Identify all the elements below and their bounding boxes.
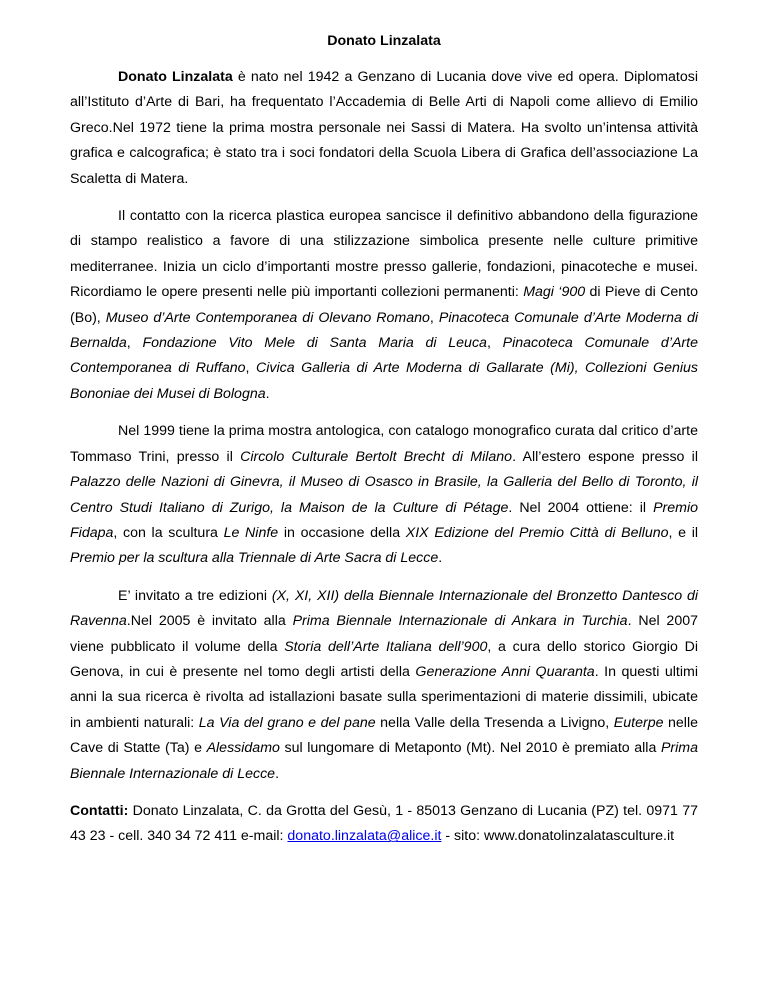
p2-run: . <box>265 385 270 402</box>
p3-run: , con la scultura <box>113 524 224 541</box>
document-title: Donato Linzalata <box>327 33 441 49</box>
p2-run: , <box>429 309 439 326</box>
p4-run: . <box>275 765 280 782</box>
paragraph-2 <box>70 204 698 407</box>
p2-run: Pinacoteca Comunale d’Arte Moderna di Bernalda <box>70 309 699 352</box>
p4-run: Prima Biennale Internazionale di Ankara in Turchia <box>292 613 628 630</box>
website-text: - sito: www.donatolinzalatasculture.it <box>441 828 675 845</box>
p4-run: sul lungomare di Metaponto (Mt). Nel 2010 è premiato alla <box>279 740 661 757</box>
p2-run: , <box>486 335 503 352</box>
paragraph-1 <box>70 65 698 192</box>
p4-run: Prima Biennale Internazionale di Lecce <box>70 740 699 782</box>
p2-run: Pinacoteca Comunale d’Arte Contemporanea di Ruffano <box>70 335 698 377</box>
p4-run: . In questi ultimi anni la sua ricerca è rivolta ad istallazioni basate sulla sperimentazioni di materie dissimili, ubicate in ambienti naturali: <box>70 663 698 731</box>
document-page <box>70 32 698 850</box>
p4-run: E’ invitato a tre edizioni <box>118 587 272 604</box>
p3-run: . <box>438 550 443 567</box>
p3-run: . All’estero espone presso il <box>512 448 698 465</box>
p3-run: , e il <box>668 524 698 541</box>
p3-run: Circolo Culturale Bertolt Brecht di Milano <box>240 448 513 465</box>
contacts-paragraph <box>70 799 698 850</box>
p2-run: di Pieve di Cento (Bo), <box>70 284 698 326</box>
p2-run: , <box>126 335 143 352</box>
p1-run: è nato nel 1942 a Genzano di Lucania dove vive ed opera. Diplomatosi all’Istituto d’Arte di Bari, ha frequentato l’Accademia di Belle Arti di Napoli come allievo di Emilio Greco.Nel 1972 tiene la prima mostra personale nei Sassi di Matera. Ha svolto un’intensa attività grafica e calcografica; è stato tra i soci fondatori della Scuola Libera di Grafica dell’associazione La Scaletta di Matera. <box>70 69 698 187</box>
p4-run: Storia dell’Arte Italiana dell’900 <box>284 638 488 655</box>
paragraph-4 <box>70 584 698 787</box>
p4-run: Generazione Anni Quaranta <box>415 663 595 680</box>
p2-run: Magi ‘900 <box>523 284 586 301</box>
p4-run: La Via del grano e del pane <box>198 714 376 731</box>
p4-run: (X, XI, XII) della Biennale Internazionale del Bronzetto Dantesco di Ravenna <box>70 587 699 630</box>
p2-run: Museo d’Arte Contemporanea di Olevano Romano <box>105 309 430 326</box>
p3-run: . Nel 2004 ottiene: il <box>508 499 654 516</box>
p4-run: Alessidamo <box>206 740 280 757</box>
p4-run: Euterpe <box>613 714 664 731</box>
contacts-label: Contatti: <box>70 802 129 819</box>
email-link[interactable]: donato.linzalata@alice.it <box>287 828 442 845</box>
p2-run: Civica Galleria di Arte Moderna di Gallarate (Mi), Collezioni Genius Bononiae dei Musei di Bologna <box>70 360 698 402</box>
p2-run: Il contatto con la ricerca plastica europea sancisce il definitivo abbandono della figurazione di stampo realistico a favore di una stilizzazione simbolica presente nelle culture primitive mediterranee. Inizia un ciclo d’importanti mostre presso gallerie, fondazioni, pinacoteche e musei. Ricordiamo le opere presenti nelle più importanti collezioni permanenti: <box>70 208 698 301</box>
p1-run: Donato Linzalata <box>118 69 233 85</box>
paragraph-3 <box>70 419 698 571</box>
p3-run: in occasione della <box>278 524 406 541</box>
p3-run: Premio Fidapa <box>70 499 699 541</box>
p3-run: Premio per la scultura alla Triennale di Arte Sacra di Lecce <box>70 550 439 567</box>
p2-run: Fondazione Vito Mele di Santa Maria di Leuca <box>142 335 487 352</box>
p3-run: Nel 1999 tiene la prima mostra antologica, con catalogo monografico curata dal critico d’arte Tommaso Trini, presso il <box>70 423 698 465</box>
p4-run: , a cura dello storico Giorgio Di Genova, in cui è presente nel tomo degli artisti della <box>70 638 698 680</box>
p4-run: .Nel 2005 è invitato alla <box>126 613 293 630</box>
p4-run: nella Valle della Tresenda a Livigno, <box>375 714 614 731</box>
p3-run: Palazzo delle Nazioni di Ginevra, il Museo di Osasco in Brasile, la Galleria del Bello di Toronto, il Centro Studi Italiano di Zurigo, la Maison de la Culture di Pétage <box>70 474 698 516</box>
p2-run: , <box>245 360 256 377</box>
p3-run: XIX Edizione del Premio Città di Belluno <box>405 524 669 541</box>
contacts-text: Donato Linzalata, C. da Grotta del Gesù, 1 - 85013 Genzano di Lucania (PZ) tel. 0971 77 43 23 - cell. 340 34 72 411 e-mail: <box>70 802 698 845</box>
p3-run: Le Ninfe <box>223 524 279 541</box>
p4-run: nelle Cave di Statte (Ta) e <box>70 714 698 757</box>
p4-run: . Nel 2007 viene pubblicato il volume della <box>70 613 698 655</box>
